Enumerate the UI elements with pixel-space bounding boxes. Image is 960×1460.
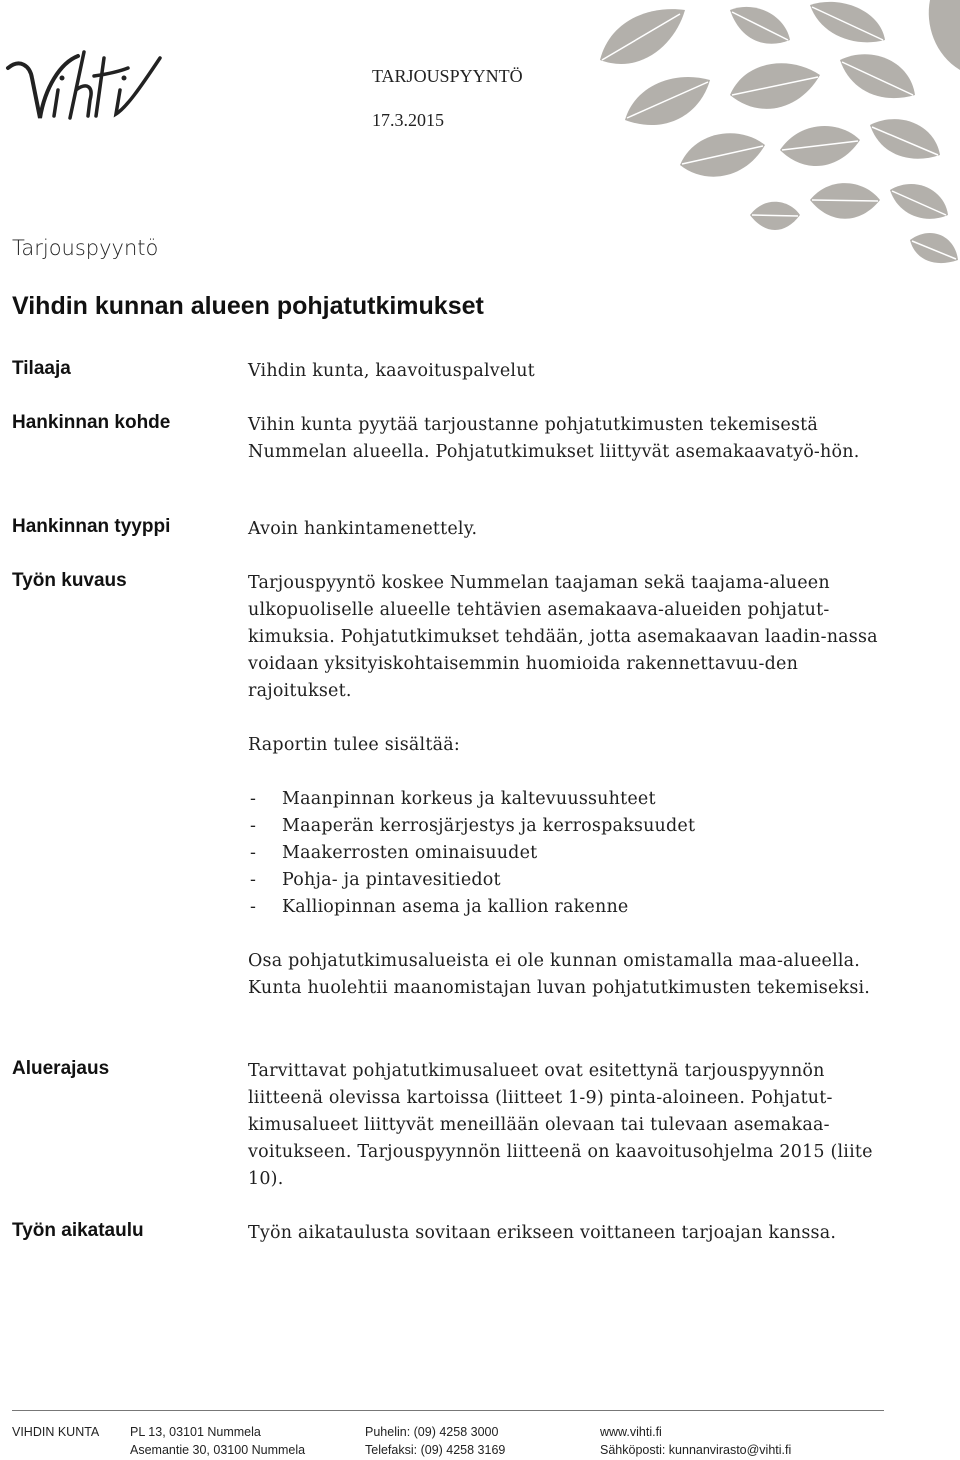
label-aluerajaus: Aluerajaus: [12, 1058, 110, 1079]
footer-divider: [12, 1410, 884, 1411]
list-item: - Kalliopinnan asema ja kallion rakenne: [248, 894, 878, 921]
list-item: - Pohja- ja pintavesitiedot: [248, 867, 878, 894]
kuvaus-paragraph-1: Tarjouspyyntö koskee Nummelan taajaman sekä taajama-alueen ulkopuoliselle alueelle tehtävien asemakaava-alueiden pohjatut-kimuksia. Pohjatutkimukset tehdään, jotta asemakaavan laadin-nassa voidaan yksityiskohtaisemmin huomioida rakennettavuu-den rajoitukset.: [248, 573, 878, 701]
footer-phone: Puhelin: (09) 4258 3000: [365, 1425, 499, 1439]
footer-address-1: PL 13, 03101 Nummela: [130, 1425, 261, 1439]
text-tyon-aikataulu: Työn aikataulusta sovitaan erikseen voittaneen tarjoajan kanssa.: [248, 1223, 837, 1243]
text-aluerajaus: Tarvittavat pohjatutkimusalueet ovat esitettynä tarjouspyynnön liitteenä olevissa kartoissa (liitteet 1-9) pinta-aloineen. Pohjatut-kimusalueet liittyvät meneillään olevaan tai tulevaan asemakaa-voitukseen. Tarjouspyynnön liitteenä on kaavoitusohjelma 2015 (liite 10).: [248, 1061, 873, 1189]
text-hankinnan-tyyppi: Avoin hankintamenettely.: [248, 519, 478, 539]
text-tilaaja: Vihdin kunta, kaavoituspalvelut: [248, 361, 535, 381]
label-tilaaja: Tilaaja: [12, 358, 71, 379]
kuvaus-paragraph-3: Osa pohjatutkimusalueista ei ole kunnan omistamalla maa-alueella. Kunta huolehtii maanomistajan luvan pohjatutkimusten tekemiseksi.: [248, 951, 871, 998]
text-hankinnan-kohde: Vihin kunta pyytää tarjoustanne pohjatutkimusten tekemisestä Nummelan alueella. Pohjatutkimukset liittyvät asemakaavatyö-hön.: [248, 415, 860, 462]
label-hankinnan-kohde: Hankinnan kohde: [12, 412, 171, 433]
footer-address-2: Asemantie 30, 03100 Nummela: [130, 1443, 306, 1457]
kuvaus-paragraph-2: Raportin tulee sisältää:: [248, 735, 460, 755]
report-contents-list: [248, 786, 878, 921]
footer-fax: Telefaksi: (09) 4258 3169: [365, 1443, 506, 1457]
label-tyon-kuvaus: Työn kuvaus: [12, 570, 127, 591]
label-tyon-aikataulu: Työn aikataulu: [12, 1220, 144, 1241]
footer-email-link[interactable]: Sähköposti: kunnanvirasto@vihti.fi: [600, 1443, 792, 1457]
footer-org: VIHDIN KUNTA: [12, 1425, 100, 1439]
page-title: Vihdin kunnan alueen pohjatutkimukset: [12, 292, 484, 320]
vihti-logo: [0, 38, 170, 128]
list-item: - Maaperän kerrosjärjestys ja kerrospaksuudet: [248, 813, 878, 840]
doc-type: TARJOUSPYYNTÖ: [372, 66, 523, 86]
list-item: - Maakerrosten ominaisuudet: [248, 840, 878, 867]
list-item: - Maanpinnan korkeus ja kaltevuussuhteet: [248, 786, 878, 813]
text-tyon-kuvaus: [248, 570, 878, 1002]
label-hankinnan-tyyppi: Hankinnan tyyppi: [12, 516, 171, 537]
leaves-decoration: [580, 0, 960, 275]
doc-date: 17.3.2015: [372, 110, 444, 130]
subtitle: Tarjouspyyntö: [12, 236, 159, 260]
footer-web-link[interactable]: www.vihti.fi: [600, 1425, 662, 1439]
